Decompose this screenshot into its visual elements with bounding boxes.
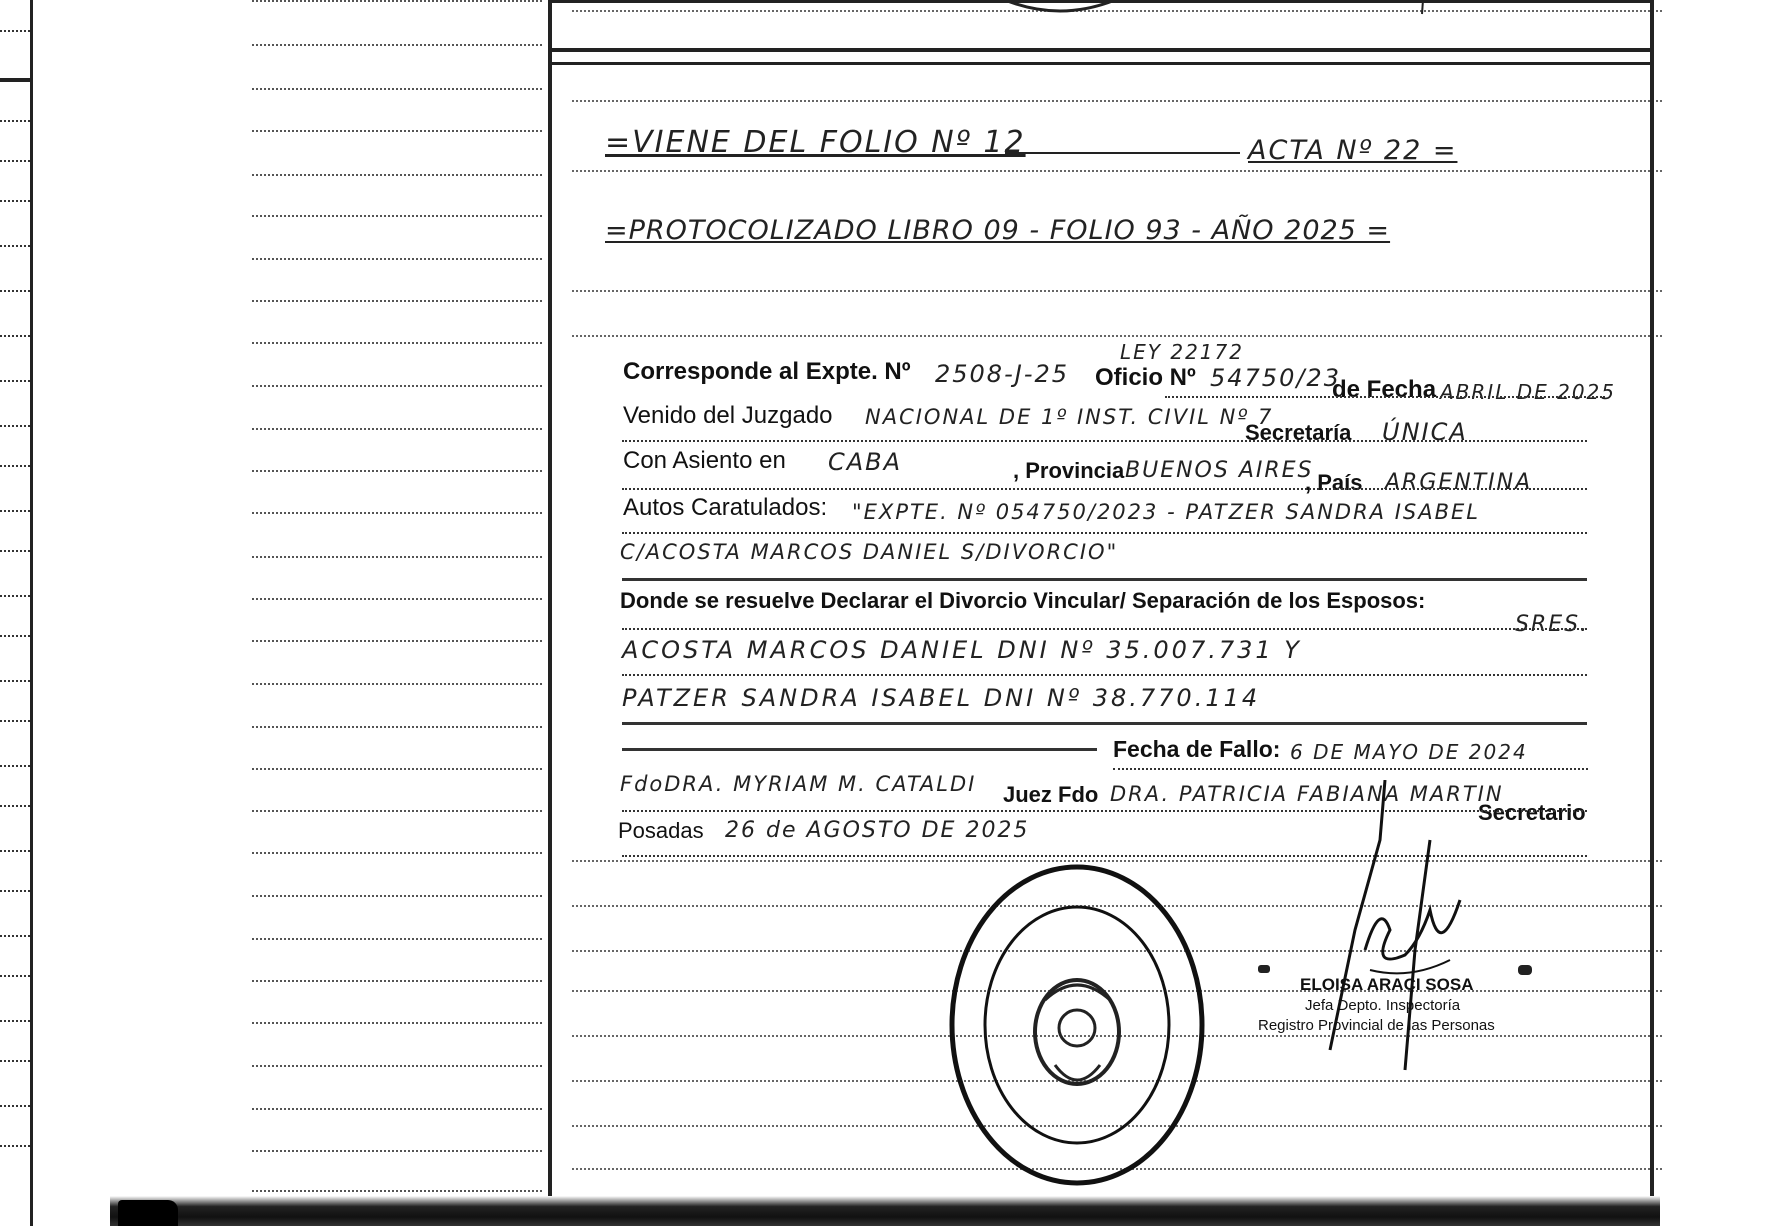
handwritten-signature (1310, 780, 1480, 1080)
asiento-value: CABA (828, 448, 903, 476)
autos-value-1: "EXPTE. Nº 054750/2023 - PATZER SANDRA ISABEL (852, 500, 1480, 524)
fecha-label: de Fecha (1332, 376, 1437, 403)
partial-ink-mark (1418, 0, 1428, 16)
blank-ruled-column (42, 0, 552, 1200)
juzgado-label: Venido del Juzgado (623, 402, 833, 429)
page-right-border (1650, 0, 1654, 1226)
autos-value-2: C/ACOSTA MARCOS DANIEL S/DIVORCIO" (620, 540, 1119, 564)
oficio-value: 54750/23 (1210, 364, 1341, 392)
secretary-name: DRA. PATRICIA FABIANA MARTIN (1110, 782, 1504, 806)
spouse-1: ACOSTA MARCOS DANIEL DNI Nº 35.007.731 Y (622, 636, 1302, 664)
pais-label: , País (1305, 470, 1363, 495)
ink-mark (1518, 965, 1532, 975)
resuelve-value: SRES. (1515, 612, 1590, 637)
page-header-double-rule (552, 48, 1652, 65)
ink-mark (1258, 965, 1270, 973)
partial-seal-top (1000, 0, 1120, 14)
pais-value: ARGENTINA (1385, 470, 1533, 495)
judge-name: FdoDRA. MYRIAM M. CATALDI (620, 772, 977, 796)
posadas-value: 26 de AGOSTO DE 2025 (725, 818, 1030, 843)
provincia-value: BUENOS AIRES (1125, 458, 1314, 483)
asiento-label: Con Asiento en (623, 447, 786, 474)
secretaria-value: ÚNICA (1382, 418, 1468, 446)
autos-label: Autos Caratulados: (623, 494, 828, 521)
juzgado-value: NACIONAL DE 1º INST. CIVIL Nº 7 (865, 405, 1274, 429)
oficio-label: Oficio Nº (1095, 364, 1196, 391)
posadas-label: Posadas (618, 818, 704, 843)
fallo-label: Fecha de Fallo: (1113, 736, 1281, 762)
fecha-value: ABRIL DE 2025 (1440, 380, 1616, 404)
ministry-seal-stamp (945, 860, 1210, 1190)
left-column-border (30, 0, 33, 1226)
signatory-office: Registro Provincial de las Personas (1258, 1017, 1495, 1034)
judge-label: Juez Fdo (1003, 782, 1099, 807)
binding-edge-blot (118, 1200, 178, 1226)
expte-value: 2508-J-25 (935, 360, 1070, 388)
fallo-value: 6 DE MAYO DE 2024 (1290, 740, 1528, 764)
header-protocolizado: =PROTOCOLIZADO LIBRO 09 - FOLIO 93 - AÑO 2025 = (605, 215, 1391, 246)
law-note: LEY 22172 (1120, 340, 1244, 364)
signatory-name: ELOISA ARACI SOSA (1300, 975, 1474, 994)
signatory-role: Jefa Depto. Inspectoría (1305, 997, 1461, 1014)
secretaria-label: Secretaría (1245, 420, 1352, 445)
left-page-edge (0, 0, 34, 1226)
header-acta: ACTA Nº 22 = (1248, 135, 1458, 166)
resuelve-label: Donde se resuelve Declarar el Divorcio Vincular/ Separación de los Esposos: (620, 588, 1426, 613)
header-dash (1005, 152, 1240, 154)
expte-label: Corresponde al Expte. Nº (623, 358, 911, 385)
header-folio-line: =VIENE DEL FOLIO Nº 12 (605, 125, 1026, 160)
spouse-2: PATZER SANDRA ISABEL DNI Nº 38.770.114 (622, 684, 1261, 712)
secretary-label: Secretario (1478, 800, 1586, 825)
left-top-rule (0, 78, 30, 82)
binding-edge-shadow (110, 1196, 1660, 1226)
provincia-label: , Provincia (1013, 458, 1125, 483)
